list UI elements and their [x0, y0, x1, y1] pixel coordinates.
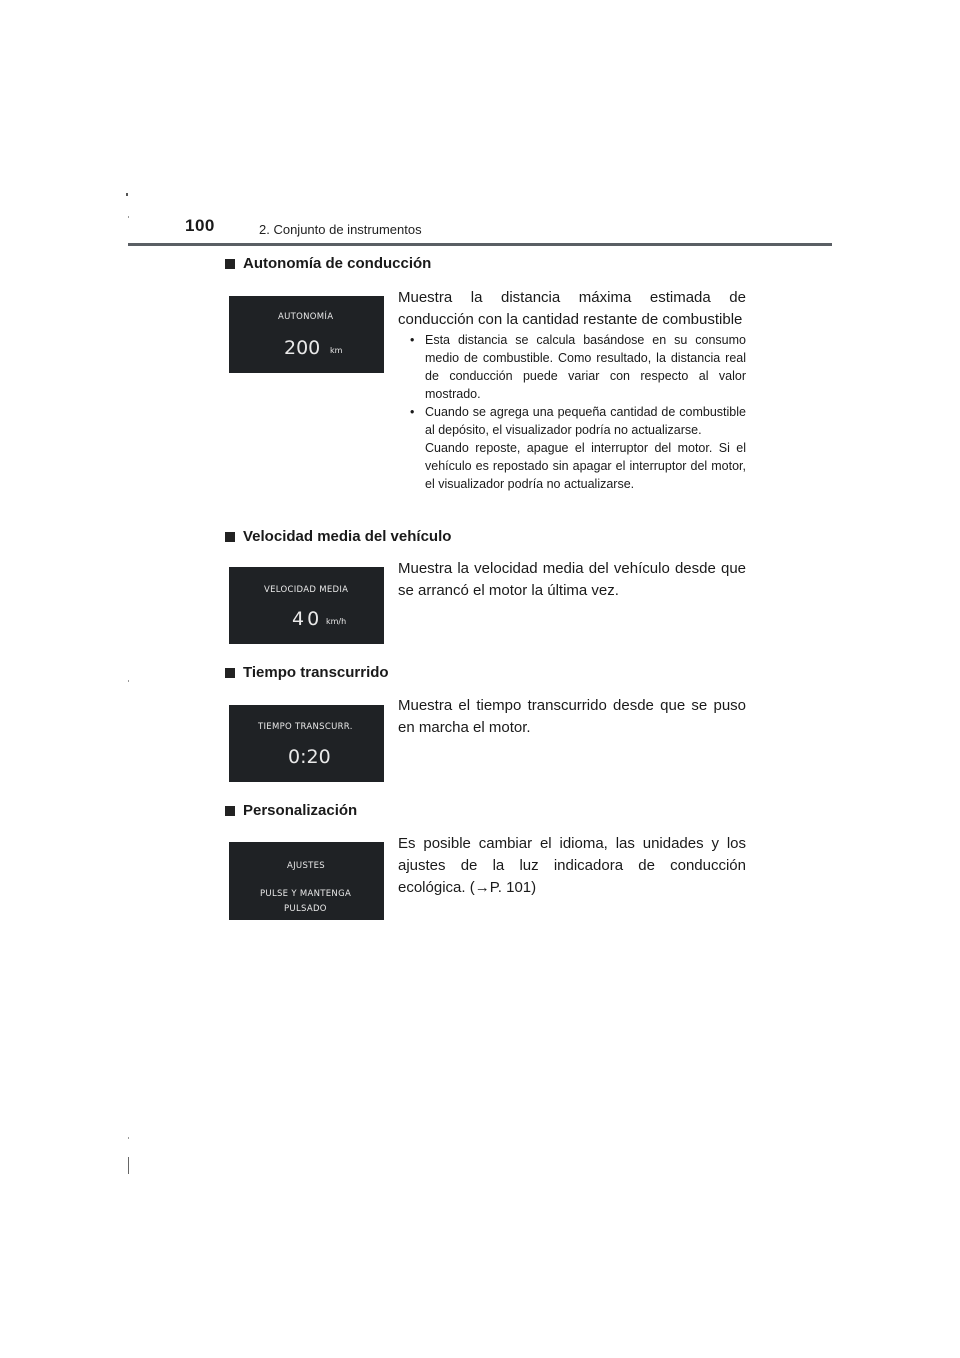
section-description: Muestra el tiempo transcurrido desde que se puso en marcha el motor.: [398, 697, 746, 736]
screen-value: 200: [284, 337, 321, 359]
section-heading: Tiempo transcurrido: [225, 664, 389, 681]
section-heading: Personalización: [225, 802, 357, 819]
square-bullet-icon: [225, 668, 235, 678]
note-item: • Cuando se agrega una pequeña cantidad de combustible al depósito, el visualizador podría no actualizarse. Cuando reposte, apague el interruptor del motor. Si el vehículo es repostado sin apagar el interruptor del motor, el visualizador podría no actualizarse.: [408, 403, 746, 493]
notes-list: [408, 331, 746, 493]
screen-label: TIEMPO TRANSCURR.: [258, 722, 353, 732]
elapsed-time-display-screen: [229, 705, 384, 782]
screen-label: AUTONOMÍA: [278, 312, 334, 322]
crop-mark: [128, 680, 129, 682]
square-bullet-icon: [225, 806, 235, 816]
screen-line: PULSE Y MANTENGA: [260, 889, 352, 899]
section-heading: Autonomía de conducción: [225, 255, 431, 272]
section-description: Muestra la distancia máxima estimada de conducción con la cantidad restante de combustible: [398, 289, 746, 328]
crop-mark: [126, 193, 128, 196]
square-bullet-icon: [225, 259, 235, 269]
screen-label: VELOCIDAD MEDIA: [264, 585, 349, 595]
page-number: 100: [185, 216, 215, 235]
screen-unit: km/h: [326, 617, 347, 626]
section-description: Es posible cambiar el idioma, las unidades y los ajustes de la luz indicadora de conducción ecológica. (→P. 101): [398, 835, 746, 896]
section-heading: Velocidad media del vehículo: [225, 528, 451, 545]
crop-mark: [128, 216, 129, 218]
screen-line: PULSADO: [284, 904, 327, 914]
screen-value: 0:20: [288, 746, 331, 768]
screen-label: AJUSTES: [287, 861, 325, 871]
settings-display-screen: [229, 842, 384, 920]
chapter-title: 2. Conjunto de instrumentos: [259, 222, 422, 237]
section-description: Muestra la velocidad media del vehículo desde que se arrancó el motor la última vez.: [398, 560, 746, 599]
note-item: • Esta distancia se calcula basándose en su consumo medio de combustible. Como resultado, la distancia real de conducción puede variar con respecto al valor mostrado.: [408, 331, 746, 403]
crop-mark: [128, 1137, 129, 1139]
screen-value: 40: [292, 608, 323, 630]
crop-mark: [128, 1157, 129, 1174]
screen-unit: km: [330, 346, 343, 355]
header-rule: [128, 243, 832, 246]
range-display-screen: [229, 296, 384, 373]
square-bullet-icon: [225, 532, 235, 542]
average-speed-display-screen: [229, 567, 384, 644]
